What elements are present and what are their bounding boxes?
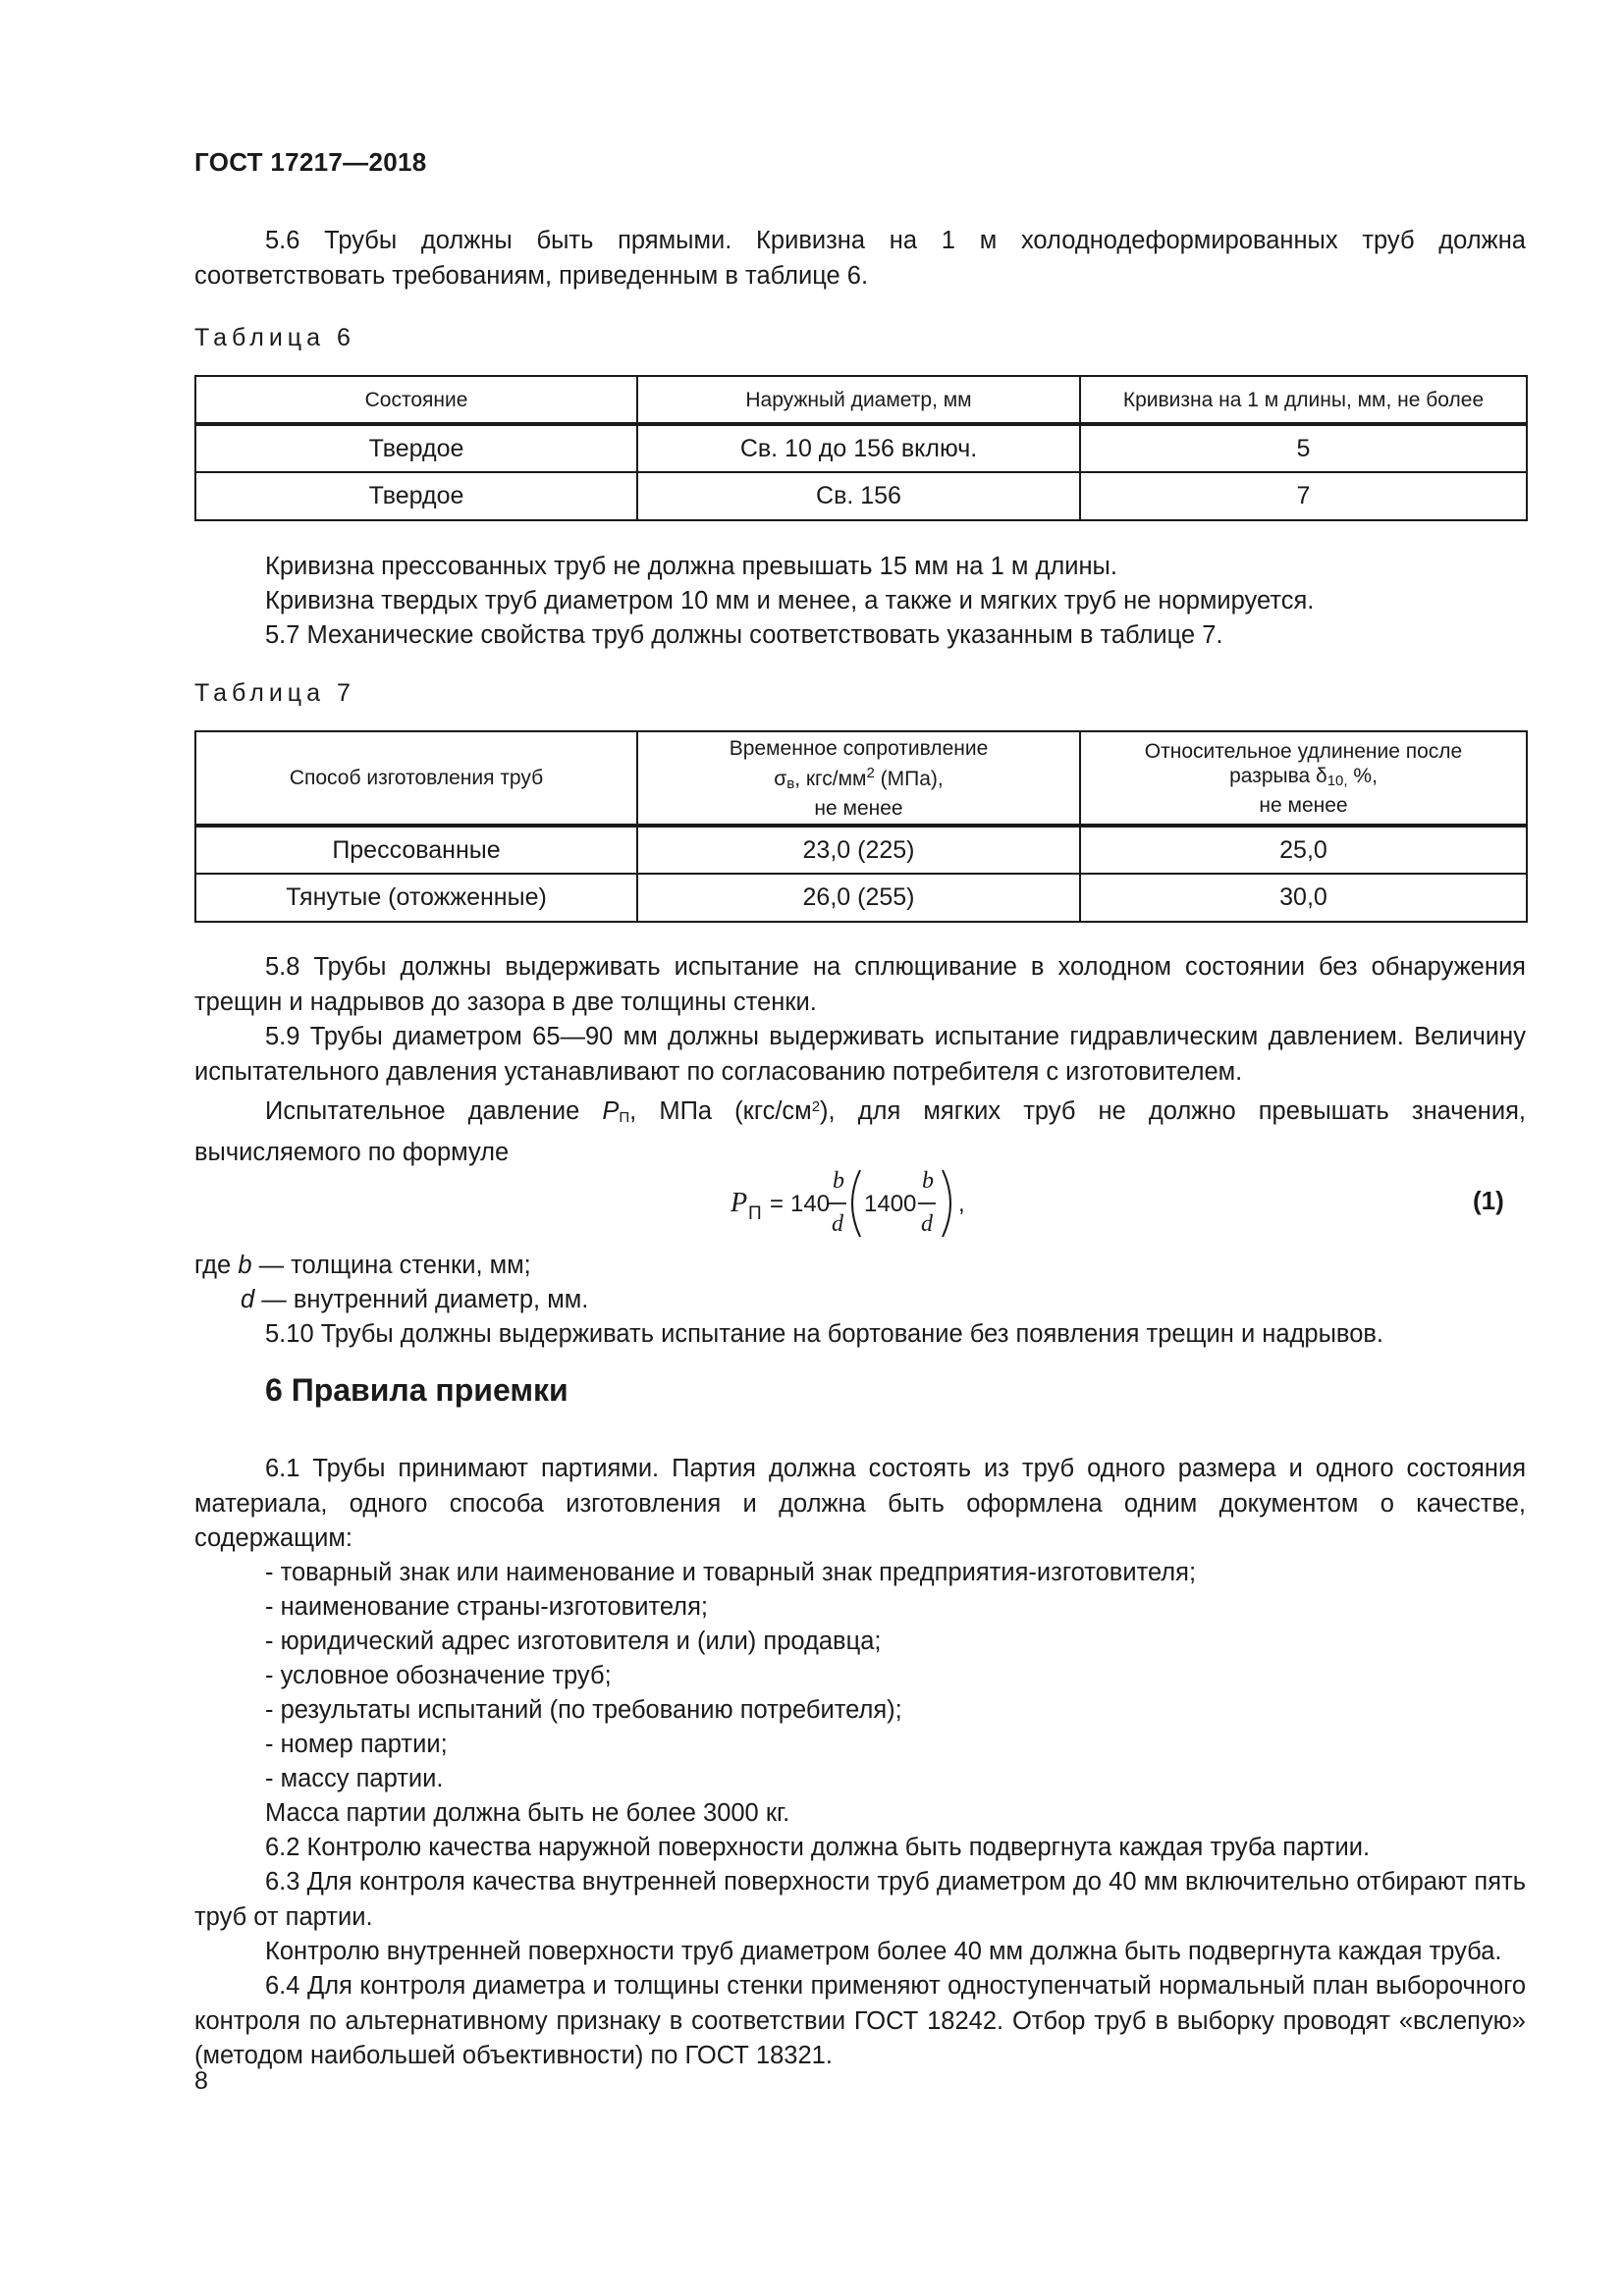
variable-d: d [241,1286,255,1313]
delta-subscript: 10, [1326,772,1348,789]
list-item: - результаты испытаний (по требованию потребителя); [265,1696,902,1724]
header-line: Относительное удлинение после [1144,739,1463,763]
table-6-caption: Таблица 6 [194,324,355,351]
paragraph-6-2: 6.2 Контролю качества наружной поверхности должна быть подвергнута каждая труба партии. [265,1834,1371,1861]
table-row [195,424,1527,472]
table-cell: Св. 10 до 156 включ. [637,424,1080,472]
table-7-header-row [195,731,1527,826]
header-line: не менее [1259,793,1348,817]
paragraph-5-8: 5.8 Трубы должны выдерживать испытание на сплющивание в холодном состоянии без обнаружения трещин и надрывов до зазора в две толщины стенки. [194,953,1526,1016]
header-line: не менее [814,796,903,820]
text-run: ), для мягких труб не должно превышать значения, вычисляемого по формуле [194,1097,1526,1166]
variable-b: b [238,1252,252,1279]
formula-trailing-comma: , [958,1191,965,1217]
pressure-subscript: П [619,1109,630,1126]
table-row [195,472,1527,520]
header-text-after: %, [1347,764,1378,787]
table-row [195,826,1527,874]
paragraph-5-7: 5.7 Механические свойства труб должны соответствовать указанным в таблице 7. [265,621,1223,649]
formula-lhs-sub: П [748,1203,762,1224]
header-unit-after: (МПа), [874,767,944,790]
header-unit: , кгс/мм [794,767,867,790]
paragraph-inner-control: Контролю внутренней поверхности труб диаметром более 40 мм должна быть подвергнута каждая труба. [265,1938,1502,1965]
paragraph-5-10: 5.10 Трубы должны выдерживать испытание на бортование без появления трещин и надрывов. [265,1320,1384,1348]
table-7-header-elongation [1080,731,1527,826]
table-6-header-curvature: Кривизна на 1 м длины, мм, не более [1080,376,1527,424]
where-b-line [194,1249,1526,1284]
list-item: - условное обозначение труб; [265,1662,612,1689]
formula-frac2-num: b [922,1168,934,1194]
table-cell: Твердое [195,424,637,472]
table-row [195,874,1527,922]
table-cell: 23,0 (225) [637,826,1080,874]
table-cell: Св. 156 [637,472,1080,520]
table-cell: 25,0 [1080,826,1527,874]
formula-coef: 140 [790,1191,831,1217]
table-6-header-state: Состояние [195,376,637,424]
paragraph-5-9: 5.9 Трубы диаметром 65—90 мм должны выдерживать испытание гидравлическим давлением. Величину испытательного давления устанавливают по согласованию потребителя с изготовителем. [194,1023,1526,1086]
list-item: - номер партии; [265,1731,448,1758]
table-cell: 5 [1080,424,1527,472]
paragraph-batch-mass: Масса партии должна быть не более 3000 кг. [265,1799,790,1827]
formula-number: (1) [1473,1186,1504,1215]
paragraph-6-3: 6.3 Для контроля качества внутренней поверхности труб диаметром до 40 мм включительно отбирают пять труб от партии. [194,1868,1526,1931]
formula-inner: 1400 [864,1191,917,1217]
formula-frac1-den: d [832,1211,843,1237]
table-cell: Твердое [195,472,637,520]
where-d-line [194,1283,1526,1318]
header-line: Временное сопротивление [729,736,989,760]
paragraph-6-1: 6.1 Трубы принимают партиями. Партия должна состоять из труб одного размера и одного состояния материала, одного способа изготовления и должна быть оформлена одним документом о качестве, содержащим: [194,1455,1526,1552]
table-6 [194,375,1528,521]
table-6-header-diameter: Наружный диаметр, мм [637,376,1080,424]
unit-superscript: 2 [866,764,875,781]
table-cell: 26,0 (255) [637,874,1080,922]
document-code: ГОСТ 17217—2018 [194,147,427,177]
table-7-header-method: Способ изготовления труб [195,731,637,826]
list-item: - наименование страны-изготовителя; [265,1593,708,1621]
paragraph-hard-curvature: Кривизна твердых труб диаметром 10 мм и менее, а также и мягких труб не нормируется. [265,587,1315,614]
table-cell: 7 [1080,472,1527,520]
paragraph-pressed-curvature: Кривизна прессованных труб не должна превышать 15 мм на 1 м длины. [265,553,1117,580]
text-run: Испытательное давление [265,1097,603,1125]
table-7-header-strength [637,731,1080,826]
formula-lhs: P [731,1188,748,1218]
formula-left-paren [852,1170,860,1237]
list-item: - товарный знак или наименование и товарный знак предприятия-изготовителя; [265,1559,1197,1586]
list-item: - юридический адрес изготовителя и (или) продавца; [265,1628,882,1655]
sigma-symbol: σ [774,767,787,790]
text-run: , МПа (кгс/см [629,1097,812,1125]
table-cell: Прессованные [195,826,637,874]
formula-equals: = [770,1191,785,1217]
section-6-heading: 6 Правила приемки [265,1372,568,1408]
table-cell: 30,0 [1080,874,1527,922]
table-7 [194,730,1528,923]
paragraph-5-6: 5.6 Трубы должны быть прямыми. Кривизна на 1 м холоднодеформированных труб должна соответствовать требованиям, приведенным в таблице 6. [194,227,1526,290]
pressure-symbol: P [602,1097,620,1125]
text-run: где [194,1252,239,1279]
page-number: 8 [194,2067,208,2095]
table-6-header-row [195,376,1527,424]
table-cell: Тянутые (отожженные) [195,874,637,922]
table-7-caption: Таблица 7 [194,679,355,707]
text-run: — толщина стенки, мм; [251,1252,531,1279]
formula-1 [717,1158,1011,1242]
formula-right-paren [943,1170,950,1237]
paragraph-6-4: 6.4 Для контроля диаметра и толщины стенки применяют одноступенчатый нормальный план выборочного контроля по альтернативному признаку в соответствии ГОСТ 18242. Отбор труб в выборку проводят «вслепую» (методом наибольшей объективности) по ГОСТ 18321. [194,1972,1526,2069]
header-text: разрыва δ [1229,764,1327,787]
formula-frac2-den: d [921,1211,933,1237]
text-run: — внутренний диаметр, мм. [254,1286,589,1313]
formula-frac1-num: b [833,1168,844,1194]
list-item: - массу партии. [265,1765,444,1792]
sigma-subscript: в [786,774,795,792]
unit-superscript: 2 [811,1098,821,1115]
